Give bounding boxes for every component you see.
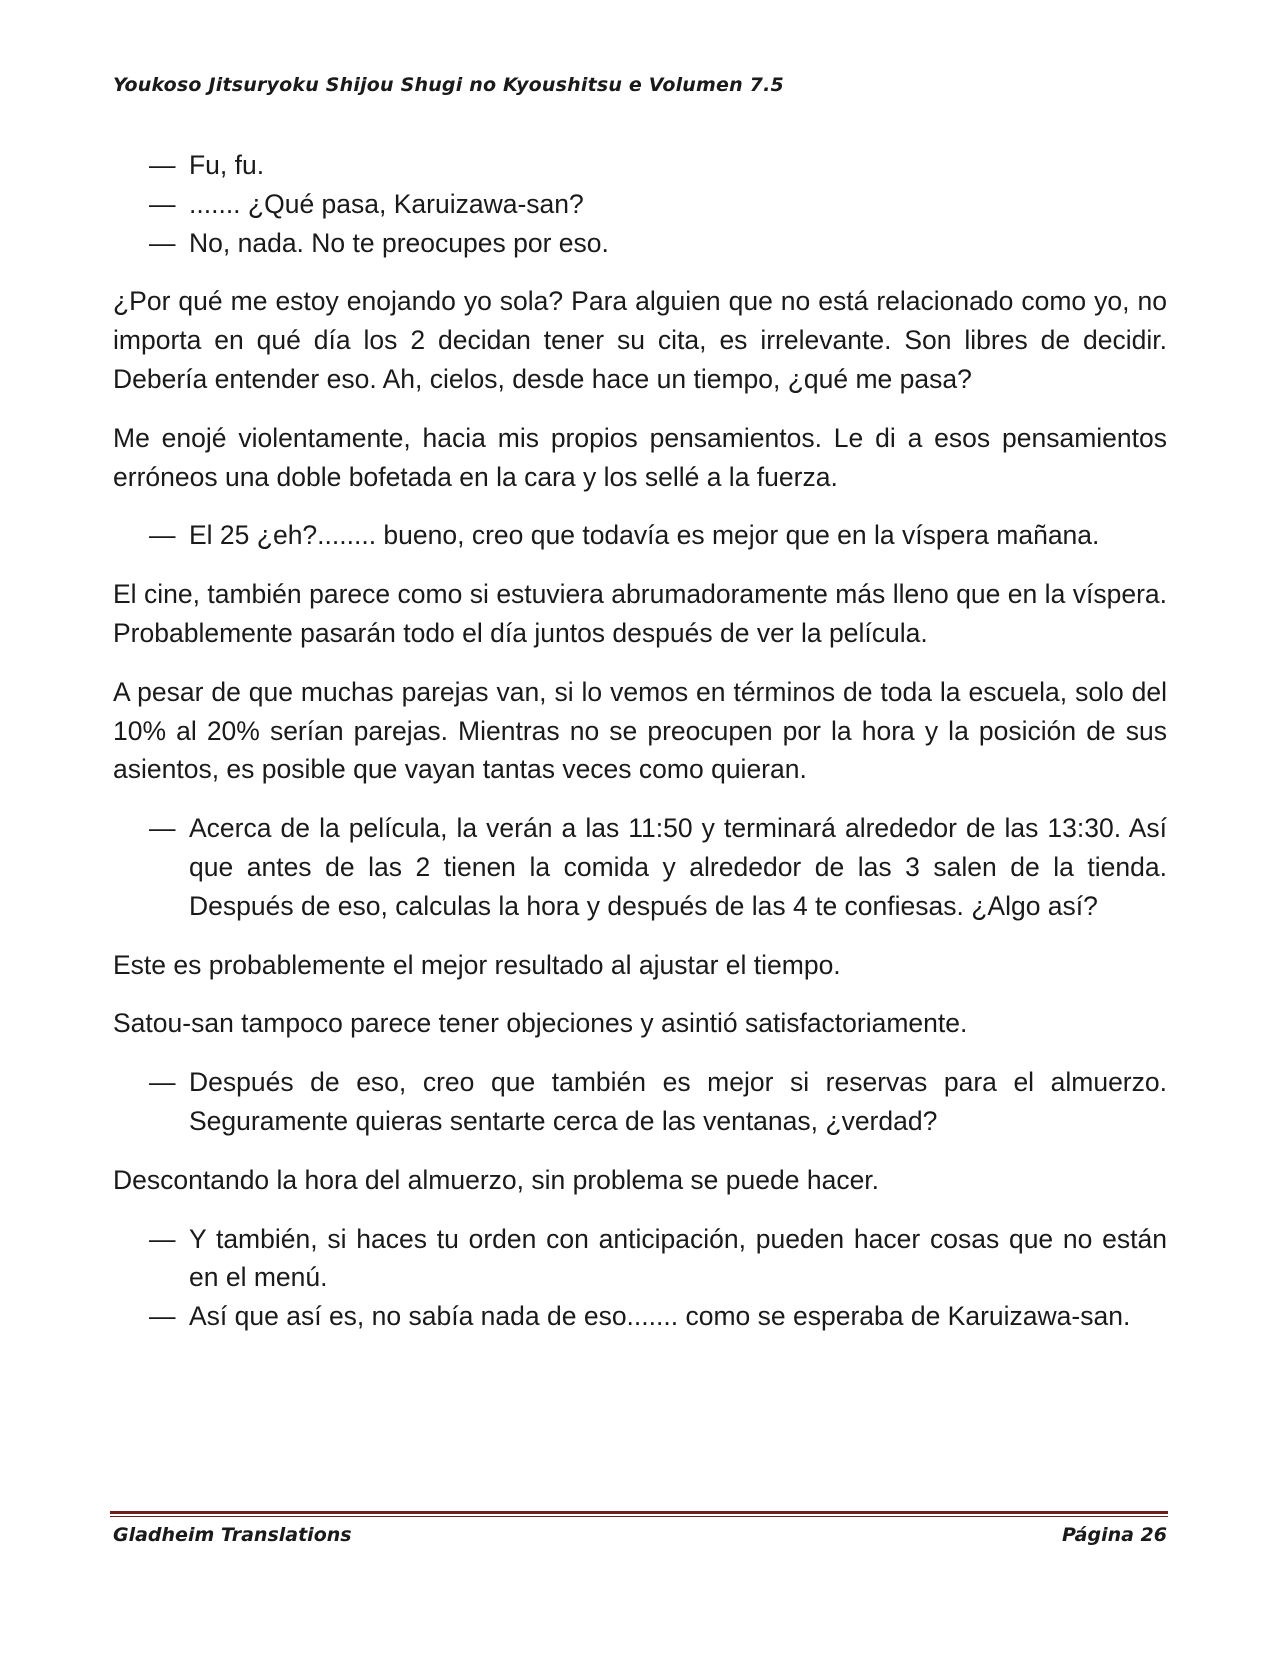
dialog-line [113,809,1167,925]
footer-credit: Gladheim Translations [113,1524,352,1546]
narrative-paragraph: Este es probablemente el mejor resultado al ajustar el tiempo. [113,949,841,980]
narrative-paragraph: ¿Por qué me estoy enojando yo sola? Para alguien que no está relacionado como yo, no importa en qué día los 2 decidan tener su cita, es irrelevante. Son libres de decidir. Debería entender eso. Ah, cielos, desde hace un tiempo, ¿qué me pasa? [113,286,1167,394]
dialog-text: ....... ¿Qué pasa, Karuizawa-san? [189,188,584,219]
dialog-dash: — [149,1067,176,1098]
narrative-paragraph: Me enojé violentamente, hacia mis propios pensamientos. Le di a esos pensamientos erróneos una doble bofetada en la cara y los sellé a la fuerza. [113,422,1167,492]
dialog-line [113,146,1167,185]
running-header: Youkoso Jitsuryoku Shijou Shugi no Kyoushitsu e Volumen 7.5 [113,74,784,96]
dialog-dash: — [149,520,176,551]
dialog-text: No, nada. No te preocupes por eso. [189,227,609,258]
page-number: Página 26 [1061,1524,1167,1546]
dialog-text: Acerca de la película, la verán a las 11:50 y terminará alrededor de las 13:30. Así que antes de las 2 tienen la comida y alrededor de las 3 salen de la tienda. Después de eso, calculas la hora y después de las 4 te confiesas. ¿Algo así? [189,813,1167,921]
narrative-paragraph: A pesar de que muchas parejas van, si lo vemos en términos de toda la escuela, solo del 10% al 20% serían parejas. Mientras no se preocupen por la hora y la posición de sus asientos, es posible que vayan tantas veces como quieran. [113,676,1167,785]
dialog-dash: — [149,227,176,258]
dialog-dash: — [149,150,176,180]
dialog-line [113,1220,1167,1298]
dialog-line [113,516,1167,555]
dialog-text: Así que así es, no sabía nada de eso....... como se esperaba de Karuizawa-san. [189,1301,1131,1332]
dialog-line [113,185,1167,224]
dialog-text: Fu, fu. [189,150,265,180]
dialog-text: Y también, si haces tu orden con anticipación, pueden hacer cosas que no están en el menú. [189,1223,1167,1293]
dialog-line [113,224,1167,263]
dialog-dash: — [149,188,176,219]
body-content [113,146,1167,1336]
dialog-dash: — [149,1301,176,1332]
dialog-dash: — [149,813,176,844]
dialog-text: Después de eso, creo que también es mejor si reservas para el almuerzo. Seguramente quieras sentarte cerca de las ventanas, ¿verdad? [189,1067,1167,1136]
dialog-dash: — [149,1223,176,1254]
dialog-line [113,1297,1167,1336]
narrative-paragraph: Descontando la hora del almuerzo, sin problema se puede hacer. [113,1164,880,1195]
dialog-text: El 25 ¿eh?........ bueno, creo que todavía es mejor que en la víspera mañana. [189,520,1100,551]
dialog-line [113,1063,1167,1141]
narrative-paragraph: Satou-san tampoco parece tener objeciones y asintió satisfactoriamente. [113,1008,968,1039]
footer-divider [110,1511,1168,1517]
narrative-paragraph: El cine, también parece como si estuviera abrumadoramente más lleno que en la víspera. Probablemente pasarán todo el día juntos después de ver la película. [113,579,1167,648]
